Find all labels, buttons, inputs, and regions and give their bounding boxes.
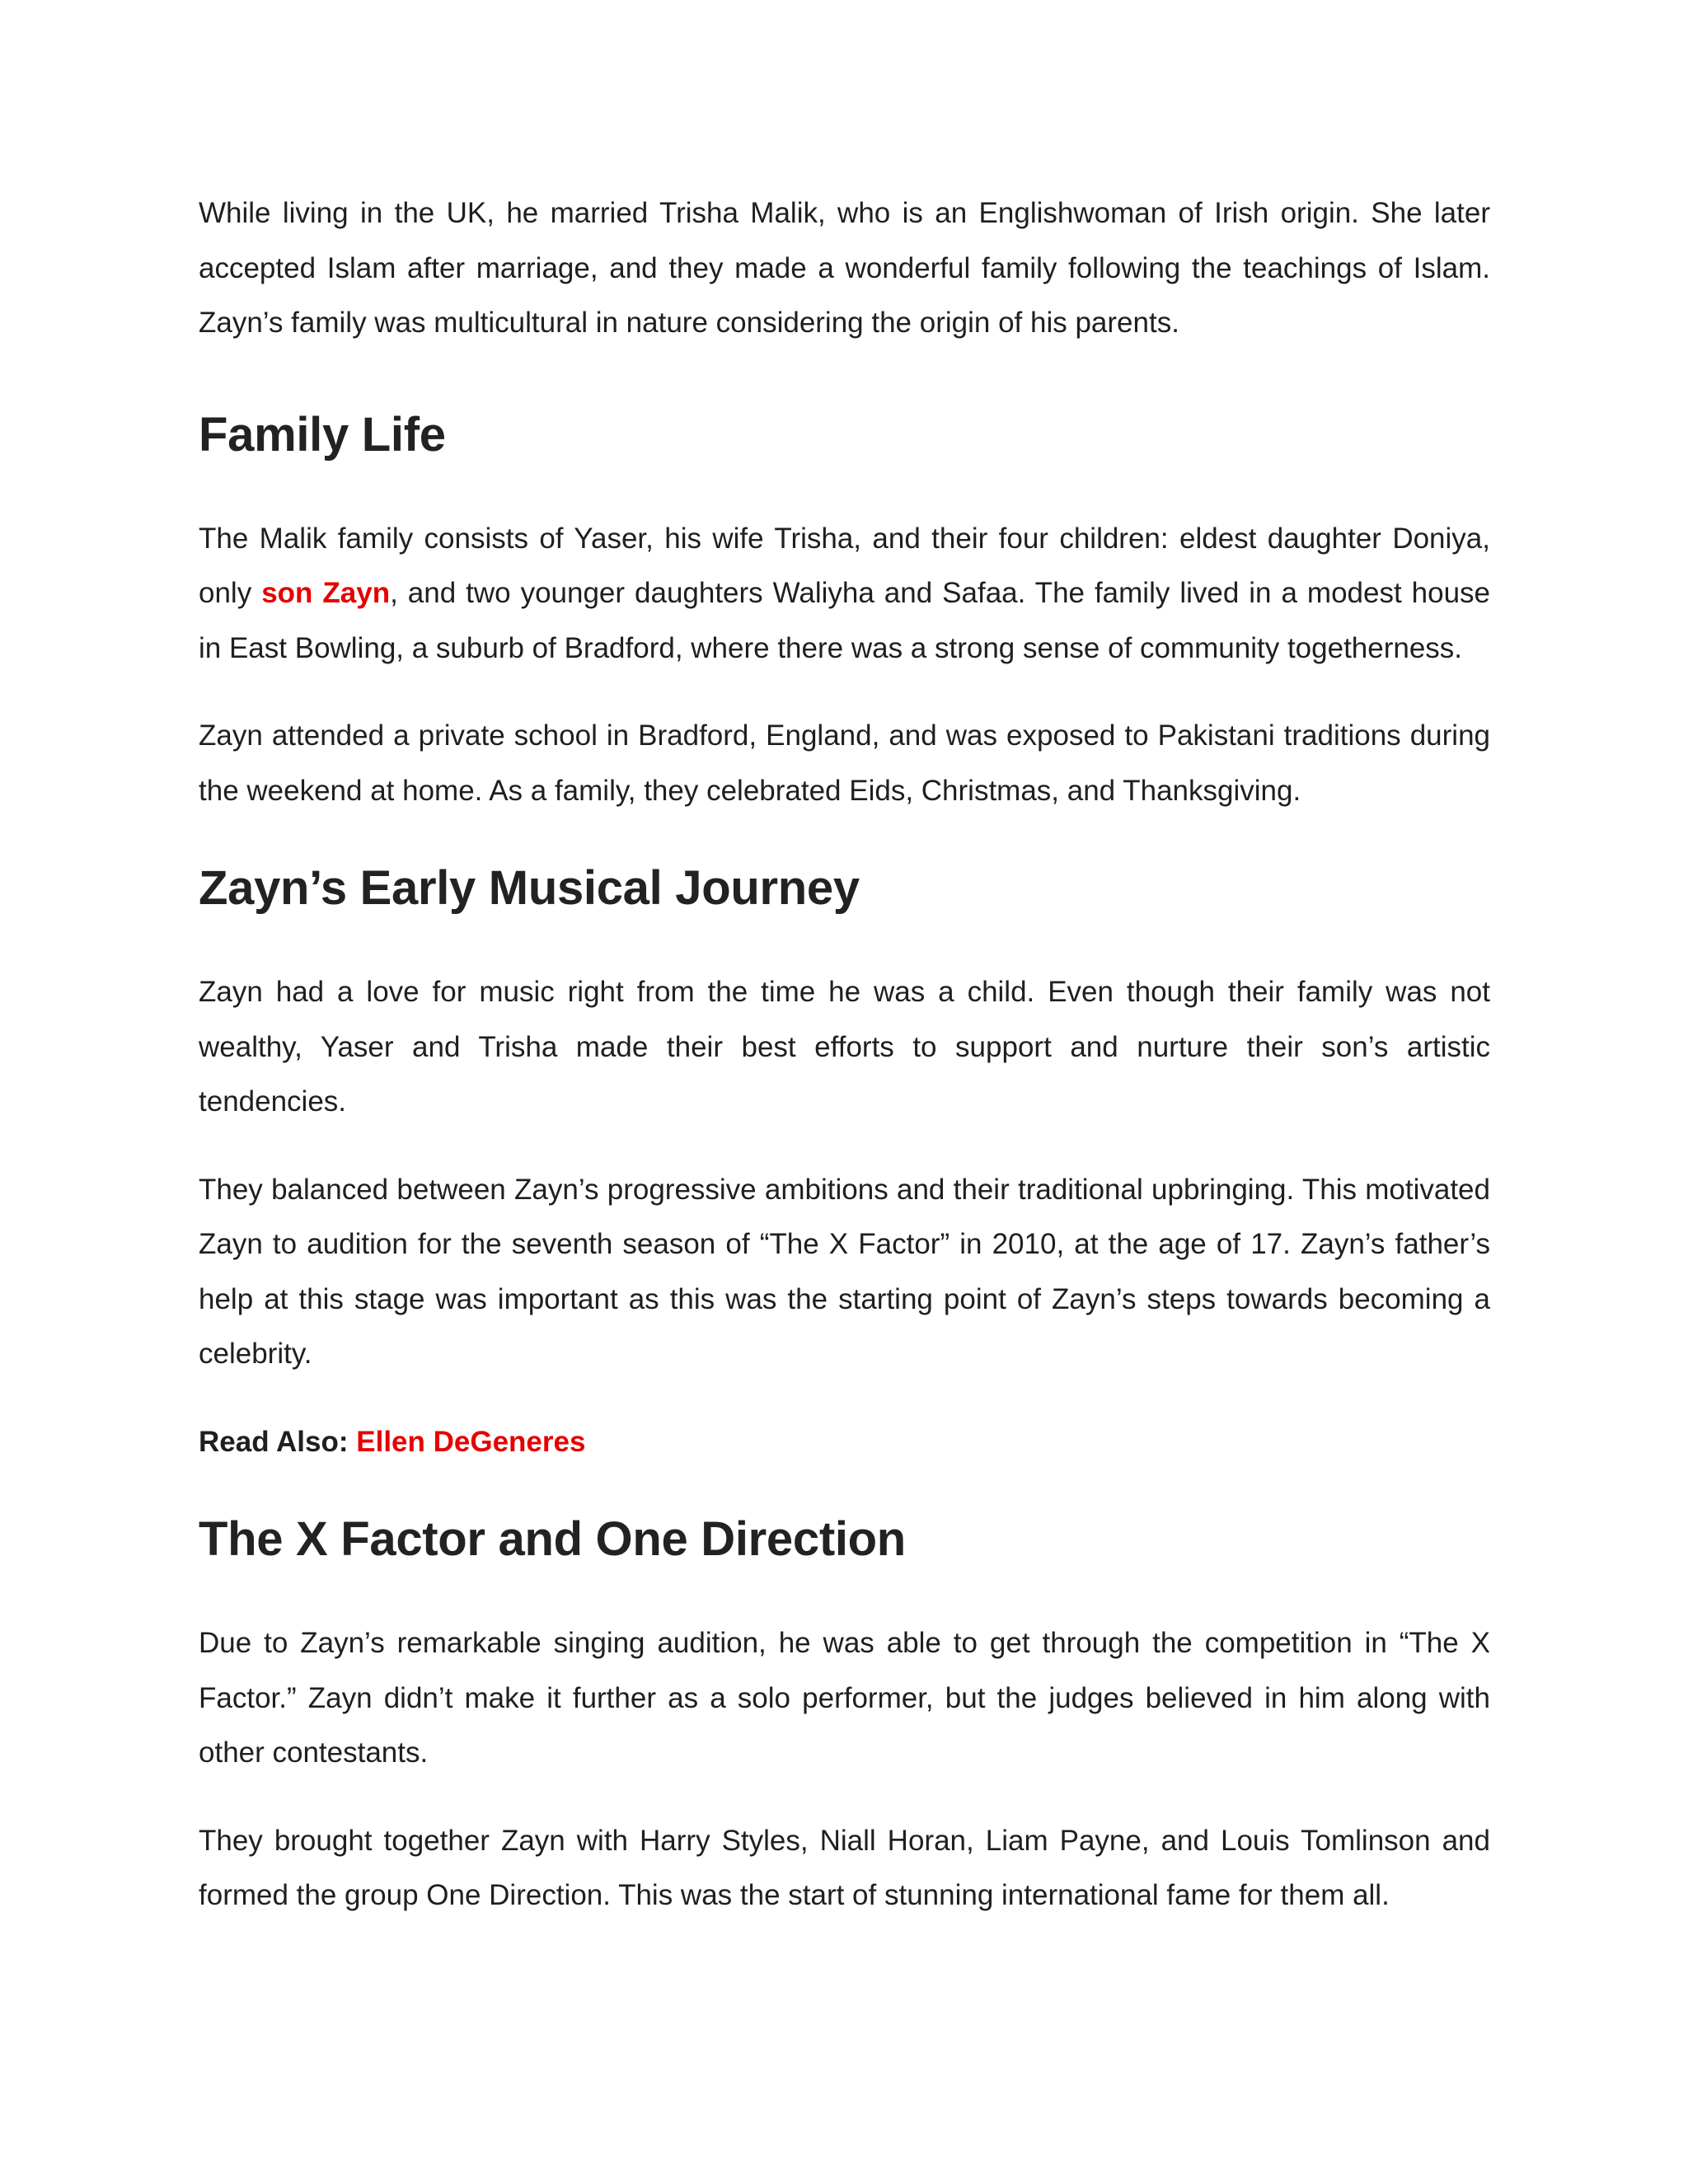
- ellen-degeneres-link[interactable]: Ellen DeGeneres: [356, 1425, 586, 1458]
- xfactor-paragraph-2: They brought together Zayn with Harry Styles, Niall Horan, Liam Payne, and Louis Tomlinson and formed the group One Direction. This was the start of stunning international fame for them all.: [199, 1824, 1490, 1911]
- xfactor-paragraph-1: Due to Zayn’s remarkable singing audition, he was able to get through the competition in “The X Factor.” Zayn didn’t make it further as a solo performer, but the judges believed in him along with other contestants.: [199, 1627, 1490, 1769]
- early-paragraph-1: Zayn had a love for music right from the time he was a child. Even though their family was not wealthy, Yaser and Trisha made their best efforts to support and nurture their son’s artistic tendencies.: [199, 976, 1490, 1118]
- article-body: [199, 186, 1490, 1924]
- read-also-label: Read Also:: [199, 1425, 357, 1458]
- son-zayn-link[interactable]: son Zayn: [261, 577, 391, 609]
- early-paragraph-2: They balanced between Zayn’s progressive ambitions and their traditional upbringing. This motivated Zayn to audition for the seventh season of “The X Factor” in 2010, at the age of 17. Zayn’s father’s help at this stage was important as this was the starting point of Zayn’s steps towards becoming a celebrity.: [199, 1173, 1490, 1370]
- family-paragraph-1-text-after: , and two younger daughters Waliyha and Safaa. The family lived in a modest house in East Bowling, a suburb of Bradford, where there was a strong sense of community togetherness.: [199, 577, 1491, 664]
- family-paragraph-2: Zayn attended a private school in Bradford, England, and was exposed to Pakistani traditions during the weekend at home. As a family, they celebrated Eids, Christmas, and Thanksgiving.: [199, 719, 1490, 807]
- family-paragraph-1-text-before: The Malik family consists of Yaser, his wife Trisha, and their four children: eldest daughter Doniya, only: [199, 522, 1490, 609]
- read-also: [199, 1415, 1490, 1470]
- heading-early-musical-journey: Zayn’s Early Musical Journey: [199, 861, 860, 915]
- intro-paragraph: While living in the UK, he married Trisha Malik, who is an Englishwoman of Irish origin. She later accepted Islam after marriage, and they made a wonderful family following the teachings of Islam. Zayn’s family was multicultural in nature considering the origin of his parents.: [199, 197, 1490, 339]
- heading-x-factor: The X Factor and One Direction: [199, 1512, 906, 1566]
- heading-family-life: Family Life: [199, 407, 446, 462]
- family-paragraph-1: [199, 512, 1490, 677]
